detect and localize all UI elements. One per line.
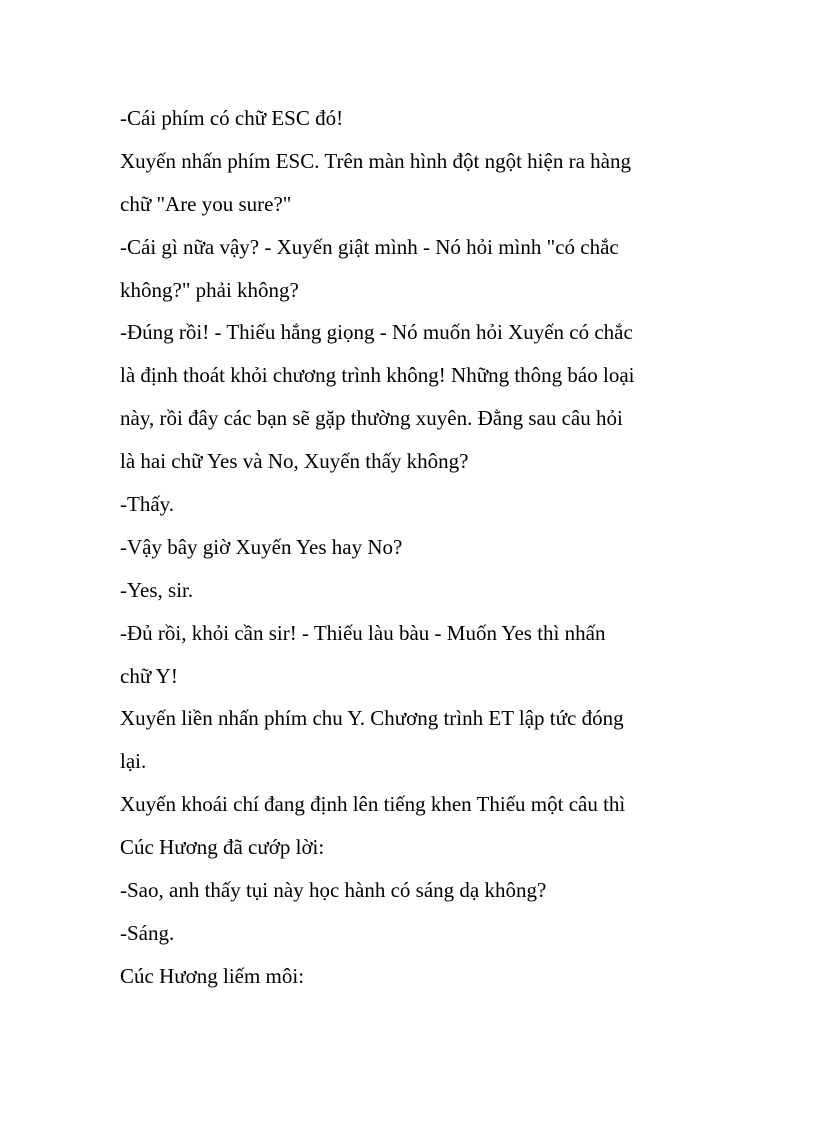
text-line: -Cái gì nữa vậy? - Xuyến giật mình - Nó hỏi mình "có chắc [120,234,619,259]
text-line: -Đủ rồi, khỏi cần sir! - Thiếu làu bàu - Muốn Yes thì nhấn [120,620,606,645]
text-line: là hai chữ Yes và No, Xuyến thấy không? [120,449,469,474]
text-line: -Sáng. [120,920,175,945]
text-line: Cúc Hương đã cướp lời: [120,835,325,860]
text-line: -Sao, anh thấy tụi này học hành có sáng dạ không? [120,878,547,903]
text-line: Xuyến khoái chí đang định lên tiếng khen Thiếu một câu thì [120,792,626,817]
text-line: -Đúng rồi! - Thiếu hắng giọng - Nó muốn hỏi Xuyến có chắc [120,320,633,345]
text-line: không?" phải không? [120,277,299,302]
text-line: -Thấy. [120,492,175,517]
document-body [120,97,710,998]
text-line: là định thoát khỏi chương trình không! Những thông báo loại [120,363,635,388]
text-line: -Vậy bây giờ Xuyến Yes hay No? [120,534,403,559]
text-line: -Yes, sir. [120,577,194,602]
text-line: -Cái phím có chữ ESC đó! [120,106,344,130]
text-line: Xuyến nhấn phím ESC. Trên màn hình đột ngột hiện ra hàng [120,148,631,173]
text-line: chữ "Are you sure?" [120,191,292,216]
text-line: Cúc Hương liếm môi: [120,963,305,988]
text-line: này, rồi đây các bạn sẽ gặp thường xuyên. Đằng sau câu hỏi [120,406,623,431]
text-line: chữ Y! [120,663,178,688]
text-line: lại. [120,749,147,774]
text-line: Xuyến liền nhấn phím chu Y. Chương trình ET lập tức đóng [120,706,624,731]
